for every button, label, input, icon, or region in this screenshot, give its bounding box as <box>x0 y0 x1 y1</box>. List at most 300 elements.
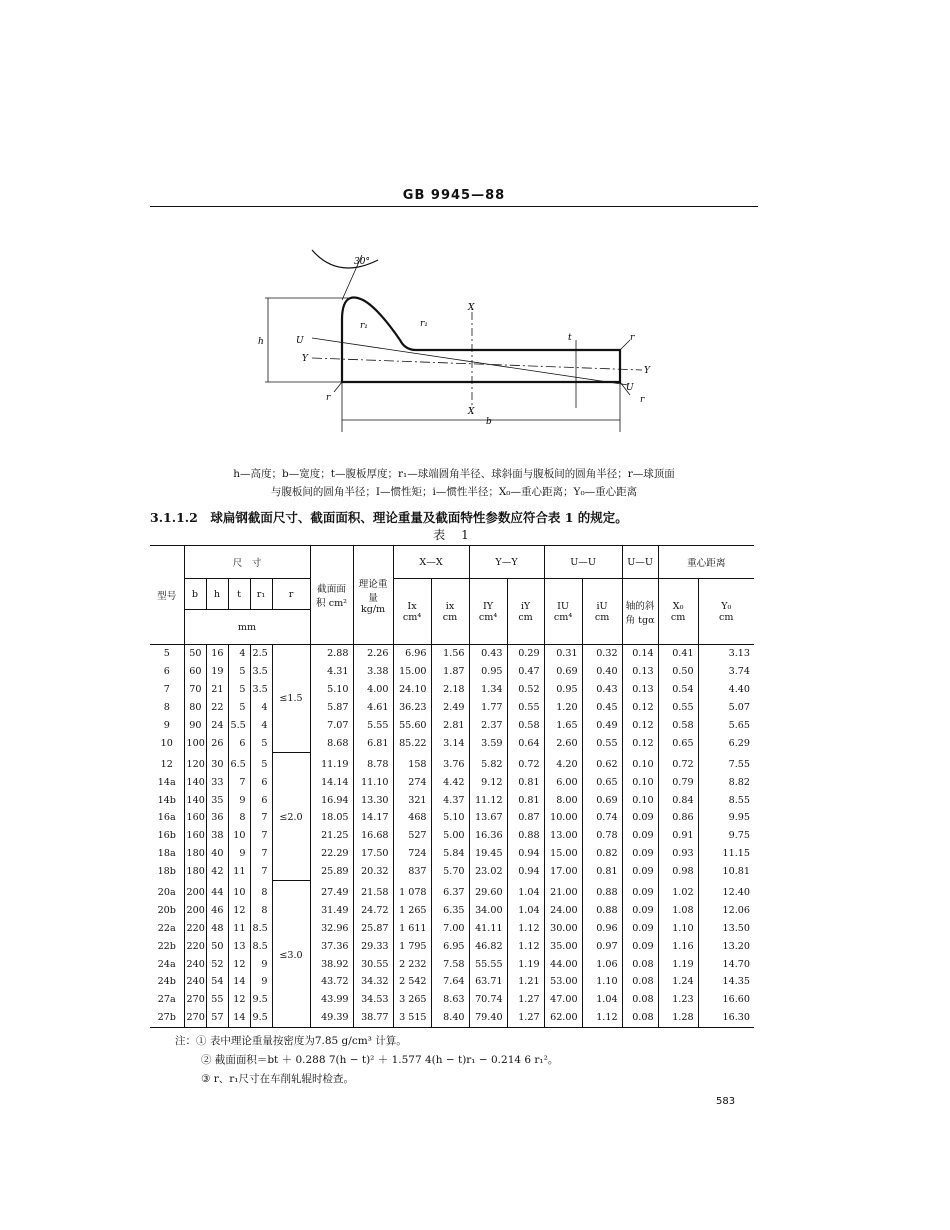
cell-iu: 0.96 <box>582 919 622 937</box>
cell-area: 2.88 <box>310 645 353 663</box>
cell-Iu: 0.31 <box>544 645 582 663</box>
cell-weight: 20.32 <box>353 863 393 881</box>
cell-b: 270 <box>184 991 206 1009</box>
r-top-label: r <box>630 333 635 343</box>
table-row <box>150 681 754 699</box>
cell-Y0: 13.50 <box>698 919 754 937</box>
cell-area: 7.07 <box>310 717 353 735</box>
cell-Iy: 5.82 <box>469 752 507 773</box>
cell-Iu: 4.20 <box>544 752 582 773</box>
cell-Iu: 62.00 <box>544 1009 582 1027</box>
cell-Iy: 70.74 <box>469 991 507 1009</box>
header-mm: mm <box>184 610 310 645</box>
page-number: 583 <box>716 1096 736 1107</box>
cell-Y0: 14.70 <box>698 955 754 973</box>
header-centroid: 重心距离 <box>658 546 754 579</box>
cell-iu: 0.88 <box>582 881 622 902</box>
cell-iu: 0.32 <box>582 645 622 663</box>
cell-iy: 0.52 <box>507 681 544 699</box>
cell-area: 27.49 <box>310 881 353 902</box>
cell-tga: 0.09 <box>622 809 658 827</box>
cell-b: 140 <box>184 791 206 809</box>
header-axis-angle: 轴的斜角 tgα <box>622 579 658 645</box>
header-ix-unit: cm <box>442 611 458 623</box>
cell-weight: 5.55 <box>353 717 393 735</box>
table-row <box>150 973 754 991</box>
cell-Iy: 63.71 <box>469 973 507 991</box>
cell-t: 10 <box>228 881 250 902</box>
header-Y0-unit: cm <box>719 611 734 623</box>
cell-weight: 4.00 <box>353 681 393 699</box>
table-row <box>150 863 754 881</box>
cell-Ix: 3 265 <box>393 991 431 1009</box>
cell-iy: 0.47 <box>507 663 544 681</box>
cell-r1: 9.5 <box>250 1009 272 1027</box>
cell-b: 120 <box>184 752 206 773</box>
cell-ix: 8.40 <box>431 1009 469 1027</box>
header-dimensions: 尺 寸 <box>184 546 310 579</box>
header-Iy-unit: cm⁴ <box>478 611 498 623</box>
cell-Iy: 1.77 <box>469 699 507 717</box>
cell-ix: 4.37 <box>431 791 469 809</box>
cell-b: 220 <box>184 937 206 955</box>
cell-ix: 7.00 <box>431 919 469 937</box>
cell-r1: 8.5 <box>250 937 272 955</box>
cell-r1: 4 <box>250 717 272 735</box>
cell-r-group: ≤1.5 <box>272 645 310 753</box>
table-row <box>150 991 754 1009</box>
cell-r1: 7 <box>250 827 272 845</box>
cell-area: 5.87 <box>310 699 353 717</box>
cell-r1: 9 <box>250 973 272 991</box>
cell-iy: 0.81 <box>507 791 544 809</box>
cell-Iu: 8.00 <box>544 791 582 809</box>
cell-h: 16 <box>206 645 228 663</box>
cell-Ix: 724 <box>393 845 431 863</box>
header-Y0-symbol: Y₀ <box>721 600 732 612</box>
cell-iu: 0.82 <box>582 845 622 863</box>
cell-tga: 0.10 <box>622 773 658 791</box>
cell-weight: 25.87 <box>353 919 393 937</box>
r-left-leader <box>334 382 342 392</box>
cell-Ix: 15.00 <box>393 663 431 681</box>
cell-ix: 2.49 <box>431 699 469 717</box>
table-row <box>150 955 754 973</box>
cell-Iy: 9.12 <box>469 773 507 791</box>
header-Ix-unit: cm⁴ <box>402 611 422 623</box>
y-axis-line <box>312 358 642 370</box>
cell-area: 16.94 <box>310 791 353 809</box>
cell-Iu: 10.00 <box>544 809 582 827</box>
cell-tga: 0.08 <box>622 991 658 1009</box>
cell-Iy: 16.36 <box>469 827 507 845</box>
cell-tga: 0.13 <box>622 681 658 699</box>
cell-iu: 1.04 <box>582 991 622 1009</box>
cell-Ix: 158 <box>393 752 431 773</box>
cell-b: 90 <box>184 717 206 735</box>
cell-area: 32.96 <box>310 919 353 937</box>
r1-label-b: r₁ <box>420 319 428 329</box>
header-iy-symbol: iY <box>520 600 531 612</box>
cell-Ix: 321 <box>393 791 431 809</box>
table-row <box>150 937 754 955</box>
cell-Iy: 23.02 <box>469 863 507 881</box>
table-row <box>150 717 754 735</box>
cell-area: 25.89 <box>310 863 353 881</box>
cell-weight: 38.77 <box>353 1009 393 1027</box>
cell-h: 21 <box>206 681 228 699</box>
cell-iu: 0.43 <box>582 681 622 699</box>
cell-h: 24 <box>206 717 228 735</box>
cell-weight: 29.33 <box>353 937 393 955</box>
cell-model: 18a <box>157 848 176 860</box>
header-uu: U—U <box>544 546 622 579</box>
cell-X0: 0.58 <box>658 717 698 735</box>
h-label: h <box>258 337 264 347</box>
cell-iy: 1.04 <box>507 901 544 919</box>
cell-h: 30 <box>206 752 228 773</box>
cell-model: 18b <box>157 866 176 878</box>
cell-Iu: 53.00 <box>544 973 582 991</box>
header-model: 型号 <box>150 546 184 645</box>
header-ix <box>431 579 469 645</box>
cell-model: 14b <box>157 794 176 806</box>
header-Y0 <box>698 579 754 645</box>
cell-tga: 0.13 <box>622 663 658 681</box>
cell-iy: 1.21 <box>507 973 544 991</box>
cell-ix: 6.37 <box>431 881 469 902</box>
header-iu-unit: cm <box>594 611 610 623</box>
cell-tga: 0.09 <box>622 845 658 863</box>
page-header: GB 9945—88 <box>402 188 506 203</box>
u-right-label: U <box>626 383 634 393</box>
cell-iy: 0.81 <box>507 773 544 791</box>
cell-Y0: 16.60 <box>698 991 754 1009</box>
table-caption: 表 1 <box>433 528 475 542</box>
cell-weight: 4.61 <box>353 699 393 717</box>
cell-iu: 0.45 <box>582 699 622 717</box>
cell-model: 5 <box>163 648 170 660</box>
cell-Iu: 1.65 <box>544 717 582 735</box>
cell-b: 240 <box>184 955 206 973</box>
cell-t: 10 <box>228 827 250 845</box>
cell-b: 200 <box>184 881 206 902</box>
cell-area: 38.92 <box>310 955 353 973</box>
cell-ix: 7.64 <box>431 973 469 991</box>
cell-Ix: 468 <box>393 809 431 827</box>
cell-X0: 1.24 <box>658 973 698 991</box>
cell-b: 50 <box>184 645 206 663</box>
cell-tga: 0.09 <box>622 937 658 955</box>
header-r: r <box>272 579 310 610</box>
cell-ix: 4.42 <box>431 773 469 791</box>
cell-r1: 6 <box>250 773 272 791</box>
cell-ix: 5.00 <box>431 827 469 845</box>
cell-Iu: 0.69 <box>544 663 582 681</box>
clause-text: 3.1.1.2 球扁钢截面尺寸、截面面积、理论重量及截面特性参数应符合表 1 的规定。 <box>150 510 628 525</box>
cell-Iy: 0.95 <box>469 663 507 681</box>
cell-X0: 1.23 <box>658 991 698 1009</box>
cell-r1: 4 <box>250 699 272 717</box>
cell-h: 55 <box>206 991 228 1009</box>
cell-X0: 1.02 <box>658 881 698 902</box>
x-bottom-label: X <box>468 407 475 417</box>
cell-model: 9 <box>163 720 170 731</box>
cell-t: 14 <box>228 1009 250 1027</box>
cell-Y0: 10.81 <box>698 863 754 881</box>
cell-t: 7 <box>228 773 250 791</box>
cell-Ix: 24.10 <box>393 681 431 699</box>
cell-t: 8 <box>228 809 250 827</box>
header-iy <box>507 579 544 645</box>
cell-iu: 0.62 <box>582 752 622 773</box>
cell-iy: 1.04 <box>507 881 544 902</box>
cell-iu: 0.55 <box>582 734 622 752</box>
cell-h: 54 <box>206 973 228 991</box>
header-weight: 理论重量 kg/m <box>353 546 393 645</box>
cell-weight: 30.55 <box>353 955 393 973</box>
cell-X0: 0.84 <box>658 791 698 809</box>
cell-area: 22.29 <box>310 845 353 863</box>
cell-area: 5.10 <box>310 681 353 699</box>
table-row <box>150 773 754 791</box>
cell-Iu: 1.20 <box>544 699 582 717</box>
header-Ix <box>393 579 431 645</box>
header-h: h <box>206 579 228 610</box>
cell-t: 5 <box>228 699 250 717</box>
header-r1: r₁ <box>250 579 272 610</box>
cell-area: 14.14 <box>310 773 353 791</box>
cell-Y0: 8.82 <box>698 773 754 791</box>
cell-ix: 2.81 <box>431 717 469 735</box>
cell-h: 44 <box>206 881 228 902</box>
cell-X0: 0.86 <box>658 809 698 827</box>
cell-h: 36 <box>206 809 228 827</box>
cell-Iu: 44.00 <box>544 955 582 973</box>
cell-iu: 1.12 <box>582 1009 622 1027</box>
cell-iu: 1.06 <box>582 955 622 973</box>
cell-Y0: 11.15 <box>698 845 754 863</box>
cell-h: 52 <box>206 955 228 973</box>
cell-X0: 1.19 <box>658 955 698 973</box>
header-yy: Y—Y <box>469 546 544 579</box>
legend-line-1: h—高度；b—宽度；t—腹板厚度；r₁—球端圆角半径、球斜面与腹板间的圆角半径；r—球顶面 <box>233 468 675 480</box>
cell-iu: 0.74 <box>582 809 622 827</box>
cell-Y0: 8.55 <box>698 791 754 809</box>
cell-t: 11 <box>228 919 250 937</box>
cell-Iy: 41.11 <box>469 919 507 937</box>
cell-X0: 1.16 <box>658 937 698 955</box>
cell-r1: 8.5 <box>250 919 272 937</box>
cell-Ix: 6.96 <box>393 645 431 663</box>
cell-iy: 0.94 <box>507 863 544 881</box>
cell-Iu: 35.00 <box>544 937 582 955</box>
cell-h: 26 <box>206 734 228 752</box>
cell-b: 220 <box>184 919 206 937</box>
note-3: ③ r、r₁尺寸在车削轧辊时检查。 <box>201 1073 354 1085</box>
cell-weight: 17.50 <box>353 845 393 863</box>
header-rule <box>150 206 758 207</box>
cell-t: 12 <box>228 901 250 919</box>
table-row <box>150 752 754 773</box>
cell-t: 12 <box>228 991 250 1009</box>
cell-model: 8 <box>163 702 170 714</box>
cell-iy: 0.88 <box>507 827 544 845</box>
cell-Iu: 15.00 <box>544 845 582 863</box>
cell-Y0: 5.65 <box>698 717 754 735</box>
cell-weight: 24.72 <box>353 901 393 919</box>
table-body <box>150 645 754 1028</box>
cell-r1: 9 <box>250 955 272 973</box>
cell-weight: 34.32 <box>353 973 393 991</box>
cell-X0: 0.54 <box>658 681 698 699</box>
u-axis-line <box>312 338 628 385</box>
cell-Iy: 0.43 <box>469 645 507 663</box>
cell-t: 5.5 <box>228 717 250 735</box>
cell-ix: 3.76 <box>431 752 469 773</box>
spec-table <box>150 545 754 1028</box>
cell-Iy: 34.00 <box>469 901 507 919</box>
table-row <box>150 734 754 752</box>
cell-t: 9 <box>228 845 250 863</box>
cell-t: 13 <box>228 937 250 955</box>
cell-ix: 3.14 <box>431 734 469 752</box>
cell-X0: 1.10 <box>658 919 698 937</box>
r-bottom-label: r <box>640 395 645 405</box>
cell-h: 50 <box>206 937 228 955</box>
cell-ix: 7.58 <box>431 955 469 973</box>
cell-weight: 13.30 <box>353 791 393 809</box>
cell-Iu: 21.00 <box>544 881 582 902</box>
table-row <box>150 901 754 919</box>
cell-Ix: 1 078 <box>393 881 431 902</box>
cell-t: 5 <box>228 681 250 699</box>
cell-h: 33 <box>206 773 228 791</box>
cell-h: 42 <box>206 863 228 881</box>
header-Iy-symbol: IY <box>482 600 494 612</box>
cell-model: 20b <box>157 904 176 916</box>
cell-Y0: 6.29 <box>698 734 754 752</box>
cell-X0: 0.91 <box>658 827 698 845</box>
cell-Iy: 2.37 <box>469 717 507 735</box>
cell-h: 46 <box>206 901 228 919</box>
cell-ix: 5.70 <box>431 863 469 881</box>
cell-tga: 0.12 <box>622 699 658 717</box>
cell-tga: 0.09 <box>622 827 658 845</box>
cell-iy: 0.72 <box>507 752 544 773</box>
cell-Ix: 85.22 <box>393 734 431 752</box>
r-top-leader <box>620 340 630 350</box>
cell-t: 14 <box>228 973 250 991</box>
cell-Y0: 12.06 <box>698 901 754 919</box>
cell-h: 57 <box>206 1009 228 1027</box>
cell-X0: 1.08 <box>658 901 698 919</box>
cell-t: 6 <box>228 734 250 752</box>
table-row <box>150 809 754 827</box>
cell-iy: 0.58 <box>507 717 544 735</box>
t-label: t <box>568 333 572 343</box>
cell-b: 70 <box>184 681 206 699</box>
cell-iu: 0.81 <box>582 863 622 881</box>
cell-r1: 5 <box>250 752 272 773</box>
header-Ix-symbol: Ix <box>407 600 417 612</box>
cell-r1: 3.5 <box>250 681 272 699</box>
header-uu-angle: U—U <box>622 546 658 579</box>
cell-Y0: 3.74 <box>698 663 754 681</box>
cell-X0: 0.72 <box>658 752 698 773</box>
cell-iy: 1.19 <box>507 955 544 973</box>
cell-b: 270 <box>184 1009 206 1027</box>
cell-r-group: ≤2.0 <box>272 752 310 880</box>
note-2: ② 截面面积＝bt ＋ 0.288 7(h − t)² ＋ 1.577 4(h − t)r₁ − 0.214 6 r₁²。 <box>201 1054 559 1066</box>
cell-weight: 16.68 <box>353 827 393 845</box>
cell-h: 48 <box>206 919 228 937</box>
cell-Iu: 13.00 <box>544 827 582 845</box>
cell-weight: 3.38 <box>353 663 393 681</box>
cell-r1: 5 <box>250 734 272 752</box>
cell-Iu: 47.00 <box>544 991 582 1009</box>
cell-b: 100 <box>184 734 206 752</box>
cell-model: 6 <box>163 666 170 678</box>
table-row <box>150 881 754 902</box>
cell-tga: 0.10 <box>622 752 658 773</box>
cell-Ix: 1 611 <box>393 919 431 937</box>
cell-iy: 1.12 <box>507 937 544 955</box>
cell-X0: 0.93 <box>658 845 698 863</box>
cell-iy: 0.94 <box>507 845 544 863</box>
note-1: 注：① 表中理论重量按密度为7.85 g/cm³ 计算。 <box>175 1035 407 1047</box>
table-row <box>150 919 754 937</box>
cell-Iy: 19.45 <box>469 845 507 863</box>
cell-Iy: 55.55 <box>469 955 507 973</box>
cell-Ix: 2 542 <box>393 973 431 991</box>
table-row <box>150 1009 754 1027</box>
cell-Iu: 30.00 <box>544 919 582 937</box>
cell-Iy: 79.40 <box>469 1009 507 1027</box>
profile-outline <box>342 298 620 383</box>
cell-weight: 6.81 <box>353 734 393 752</box>
cell-r1: 3.5 <box>250 663 272 681</box>
header-area: 截面面积 cm² <box>310 546 353 645</box>
cell-t: 11 <box>228 863 250 881</box>
bulb-flat-cross-section-diagram <box>250 240 670 440</box>
table-row <box>150 645 754 663</box>
cell-Iy: 1.34 <box>469 681 507 699</box>
cell-X0: 0.65 <box>658 734 698 752</box>
cell-r1: 6 <box>250 791 272 809</box>
cell-area: 21.25 <box>310 827 353 845</box>
cell-model: 24b <box>157 976 176 988</box>
cell-Iy: 46.82 <box>469 937 507 955</box>
cell-model: 20a <box>157 887 176 899</box>
cell-area: 43.72 <box>310 973 353 991</box>
cell-iu: 0.69 <box>582 791 622 809</box>
cell-tga: 0.09 <box>622 919 658 937</box>
cell-iu: 0.40 <box>582 663 622 681</box>
cell-weight: 34.53 <box>353 991 393 1009</box>
table-row <box>150 791 754 809</box>
table-row <box>150 827 754 845</box>
header-t: t <box>228 579 250 610</box>
cell-Ix: 837 <box>393 863 431 881</box>
cell-r1: 8 <box>250 901 272 919</box>
cell-ix: 6.95 <box>431 937 469 955</box>
cell-area: 4.31 <box>310 663 353 681</box>
cell-iy: 0.64 <box>507 734 544 752</box>
table-row <box>150 663 754 681</box>
cell-weight: 21.58 <box>353 881 393 902</box>
cell-tga: 0.10 <box>622 791 658 809</box>
